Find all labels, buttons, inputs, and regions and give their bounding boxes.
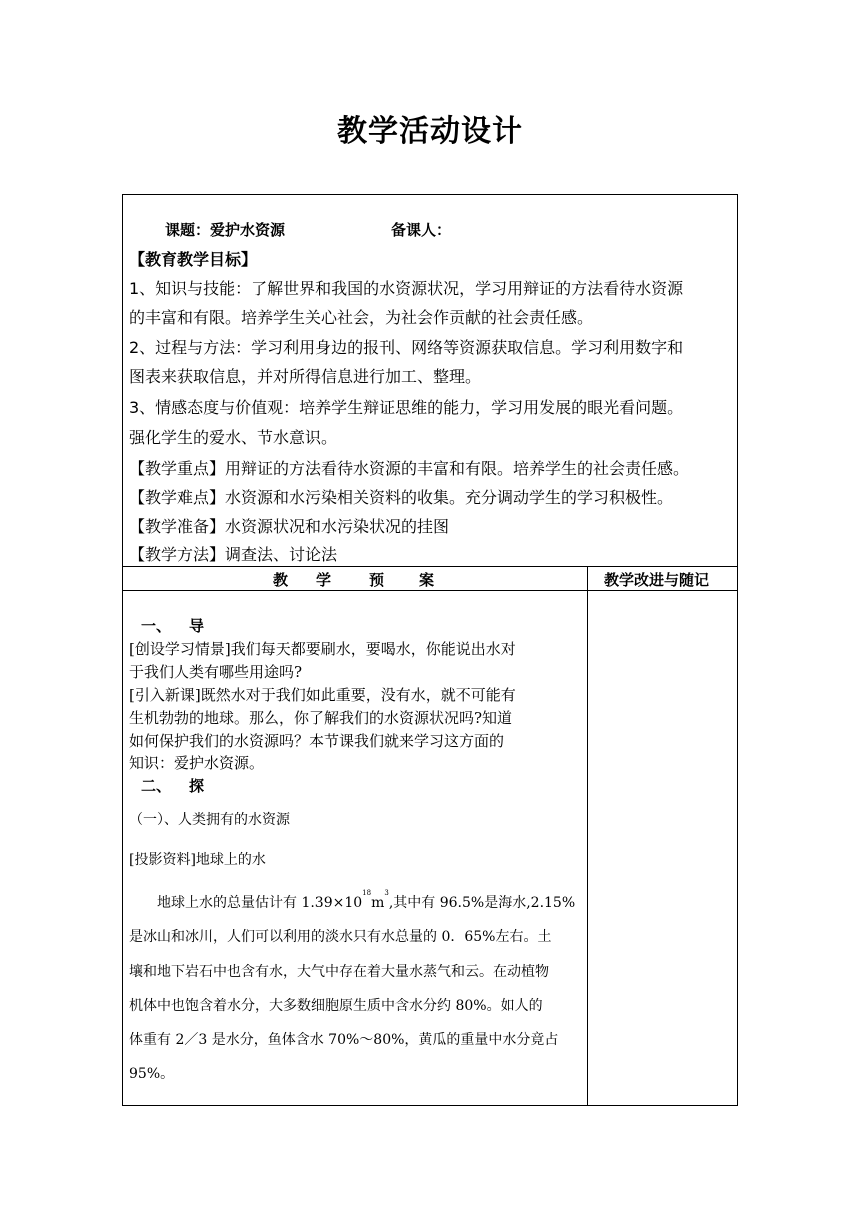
- page-title: 教学活动设计: [337, 114, 523, 149]
- section-1-title: 导: [189, 617, 205, 635]
- methods: 【教学方法】调查法、讨论法: [129, 545, 338, 564]
- difficulties: 【教学难点】水资源和水污染相关资料的收集。充分调动学生的学习积极性。: [129, 488, 674, 507]
- header-row-top-border: [123, 566, 737, 567]
- column-divider: [587, 566, 588, 1105]
- water-paragraph-line-3: 壤和地下岩石中也含有水，大气中存在着大量水蒸气和云。在动植物: [129, 964, 549, 980]
- projection-heading: [投影资料]地球上的水: [129, 852, 266, 868]
- objective-3-line-2: 强化学生的爱水、节水意识。: [129, 428, 338, 447]
- objectives-heading: 【教育教学目标】: [129, 250, 258, 269]
- intro-line-3: 如何保护我们的水资源吗？本节课我们就来学习这方面的: [129, 732, 505, 750]
- scene-line-2: 于我们人类有哪些用途吗?: [129, 663, 303, 681]
- subsection-1-heading: （一）、人类拥有的水资源: [129, 812, 290, 828]
- preparation: 【教学准备】水资源状况和水污染状况的挂图: [129, 517, 450, 536]
- plan-column-header-char-3: 预: [369, 571, 385, 589]
- water-paragraph-line-6: 95%。: [129, 1066, 175, 1082]
- water-paragraph-line-5: 体重有 2／3 是水分，鱼体含水 70%～80%，黄瓜的重量中水分竟占: [129, 1032, 559, 1048]
- plan-column-header-char-4: 案: [419, 571, 435, 589]
- plan-column-header-char-1: 教: [273, 571, 289, 589]
- objective-3-line-1: 3、情感态度与价值观：培养学生辩证思维的能力，学习用发展的眼光看问题。: [129, 398, 684, 417]
- section-2-number: 二、: [141, 777, 172, 795]
- key-points: 【教学重点】用辩证的方法看待水资源的丰富和有限。培养学生的社会责任感。: [129, 459, 690, 478]
- water-paragraph-line-2: 是冰山和冰川，人们可以利用的淡水只有水总量的 0．65%左右。土: [129, 929, 552, 945]
- plan-column-header-char-2: 学: [316, 571, 332, 589]
- intro-line-4: 知识：爱护水资源。: [129, 754, 265, 772]
- objective-1-line-1: 1、知识与技能：了解世界和我国的水资源状况，学习用辩证的方法看待水资源: [129, 279, 684, 298]
- topic-label: 课题：爱护水资源: [165, 221, 286, 239]
- objective-1-line-2: 的丰富和有限。培养学生关心社会，为社会作贡献的社会责任感。: [129, 308, 594, 327]
- section-1-number: 一、: [141, 617, 172, 635]
- header-row-bottom-border: [123, 590, 737, 591]
- water-paragraph-line-4: 机体中也饱含着水分，大多数细胞原生质中含水分约 80%。如人的: [129, 998, 543, 1014]
- lesson-plan-table: [122, 194, 738, 1106]
- scene-line-1: [创设学习情景]我们每天都要刷水，要喝水，你能说出水对: [129, 640, 516, 658]
- water-paragraph-line-1: 地球上水的总量估计有 $1.39\times 10^{18}m^3$,其中有 96.5%是海水,2.15%: [157, 889, 576, 911]
- intro-line-1: [引入新课]既然水对于我们如此重要，没有水，就不可能有: [129, 686, 516, 704]
- objective-2-line-2: 图表来获取信息，并对所得信息进行加工、整理。: [129, 367, 482, 386]
- section-2-title: 探: [189, 777, 205, 795]
- intro-line-2: 生机勃勃的地球。那么，你了解我们的水资源状况吗?知道: [129, 709, 513, 727]
- preparer-label: 备课人：: [391, 221, 452, 239]
- objective-2-line-1: 2、过程与方法：学习利用身边的报刊、网络等资源获取信息。学习利用数字和: [129, 338, 684, 357]
- notes-column-header: 教学改进与随记: [604, 571, 710, 589]
